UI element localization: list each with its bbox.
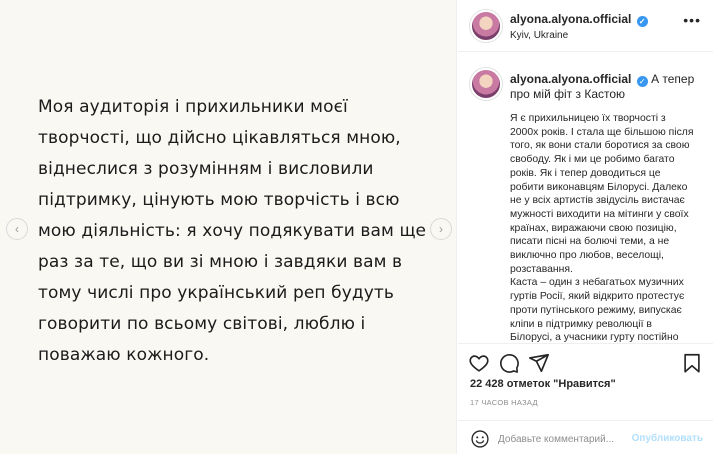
- verified-badge-icon: ✓: [637, 76, 648, 87]
- emoji-icon[interactable]: [470, 429, 490, 449]
- header-username[interactable]: alyona.alyona.official: [510, 12, 632, 26]
- avatar[interactable]: [470, 10, 502, 42]
- more-options-icon[interactable]: •••: [683, 12, 701, 28]
- header-username-row: [510, 12, 648, 27]
- chevron-right-icon: ›: [439, 222, 443, 236]
- header-location[interactable]: Kyiv, Ukraine: [510, 30, 569, 41]
- heart-icon[interactable]: [468, 352, 490, 374]
- share-icon[interactable]: [528, 352, 550, 374]
- slide-text: Моя аудиторія і прихильники моєї творчості, що дійсно цікавляться мною, віднеслися з розумінням і висловили підтримку, цінують мою творчість і всю мою діяльність: я хочу подякувати вам ще раз за те, що ви зі мною і завдяки вам в тому числі про український реп будуть говорити по всьому світові, люблю і поважаю кожного.: [38, 97, 427, 365]
- post-header: [458, 0, 713, 52]
- carousel-prev-button[interactable]: [6, 218, 28, 240]
- verified-badge-icon: ✓: [637, 16, 648, 27]
- caption-scroll-area[interactable]: [458, 60, 713, 343]
- publish-comment-button[interactable]: Опубликовать: [631, 433, 703, 444]
- post-sidebar: [458, 0, 713, 454]
- caption-header: [510, 72, 706, 102]
- caption-body: Я є прихильницею їх творчості з 2000х років. І стала ще більшою після того, як вони стали боротися за свою свободу. Як і ми це робимо багато років. Як і тепер доводиться це робити виконавцям Білорусі. Далеко не у всіх артистів звідусіль вистачає мужності виходити на мітинги у своїх країнах, виражаючи свою позицію, писати пісні на болючі теми, а не виключно про любов, веселощі, розставання. Каста – один з небагатьох музичних гуртів Росії, який відкрито протестує проти путінського режиму, випускає кліпи в підтримку революції в Білорусі, а учасники гурту постійно: [510, 113, 694, 343]
- likes-count[interactable]: 22 428 отметок "Нравится": [470, 378, 616, 390]
- caption-headline: А тепер про мій фіт з Кастою: [510, 72, 695, 101]
- carousel-next-button[interactable]: [430, 218, 452, 240]
- caption-username[interactable]: alyona.alyona.official: [510, 72, 632, 86]
- bookmark-icon[interactable]: [681, 352, 703, 374]
- post-actions: [458, 343, 713, 454]
- chevron-left-icon: ‹: [15, 222, 19, 236]
- comment-input[interactable]: [498, 430, 628, 448]
- caption-avatar[interactable]: [470, 68, 502, 100]
- add-comment-row: [458, 420, 713, 454]
- comment-icon[interactable]: [498, 352, 520, 374]
- post-timestamp[interactable]: 17 ЧАСОВ НАЗАД: [470, 398, 538, 407]
